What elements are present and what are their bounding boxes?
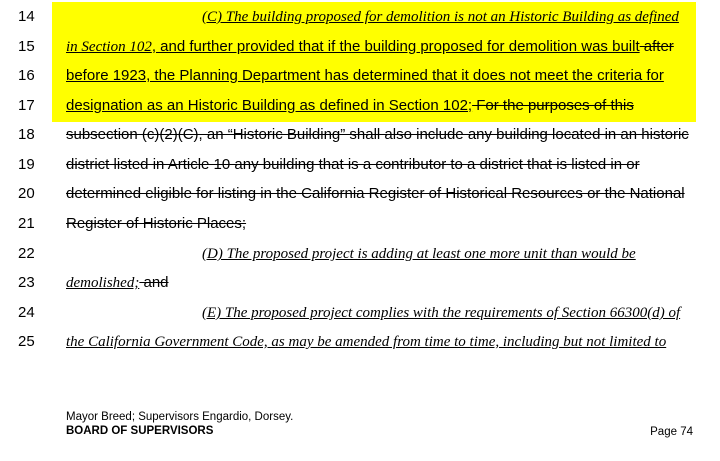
line-number: 15	[18, 38, 35, 55]
line-number: 22	[18, 245, 35, 262]
text-line-22	[202, 244, 720, 264]
line-number: 24	[18, 304, 35, 321]
line-number: 20	[18, 185, 35, 202]
text-run: in Section 102	[66, 39, 152, 55]
line-number: 18	[18, 126, 35, 143]
footer-board: BOARD OF SUPERVISORS	[66, 425, 214, 437]
text-line-25	[66, 332, 706, 352]
page-number: Page 74	[650, 426, 693, 438]
line-number: 25	[18, 333, 35, 350]
struck-text: and	[139, 274, 169, 291]
line-number: 14	[18, 8, 35, 25]
text-run: the California Government Code, as may be amended from time to time, including but not limited to	[66, 334, 667, 350]
text-line-24	[202, 303, 720, 323]
text-run: (E) The proposed project complies with the requirements of Section 66300(d) of	[202, 305, 681, 321]
text-run: before 1923, the Planning Department has determined that it does not meet the criteria for	[66, 67, 664, 84]
struck-text: Register of Historic Places;	[66, 215, 247, 232]
struck-text: subsection (c)(2)(C), an “Historic Building” shall also include any building located in an historic	[66, 126, 689, 143]
struck-text: For the purposes of this	[472, 97, 634, 114]
footer-sponsors: Mayor Breed; Supervisors Engardio, Dorsey.	[66, 411, 294, 423]
text-run: (D) The proposed project is adding at least one more unit than would be	[202, 246, 636, 262]
text-line-16	[66, 66, 706, 86]
text-run: (C) The building proposed for demolition is not an Historic Building as defined	[202, 9, 679, 25]
line-number: 21	[18, 215, 35, 232]
text-line-19	[66, 155, 706, 175]
text-line-18	[66, 125, 706, 145]
line-number: 19	[18, 156, 35, 173]
text-line-14	[202, 7, 720, 27]
text-line-17	[66, 96, 706, 116]
text-line-23	[66, 273, 706, 293]
footer	[66, 410, 293, 438]
text-run: , and further provided that if the building proposed for demolition was built	[151, 38, 640, 55]
line-number: 23	[18, 274, 35, 291]
text-line-15	[66, 37, 706, 57]
line-number: 16	[18, 67, 35, 84]
struck-text: after	[639, 38, 674, 55]
text-run: designation as an Historic Building as defined in Section 102;	[66, 97, 473, 114]
text-line-20	[66, 184, 706, 204]
struck-text: determined eligible for listing in the California Register of Historical Resources or the National	[66, 185, 685, 202]
text-line-21	[66, 214, 706, 234]
line-number: 17	[18, 97, 35, 114]
text-run: demolished;	[66, 275, 140, 291]
struck-text: district listed in Article 10 any building that is a contributor to a district that is listed in or	[66, 156, 640, 173]
